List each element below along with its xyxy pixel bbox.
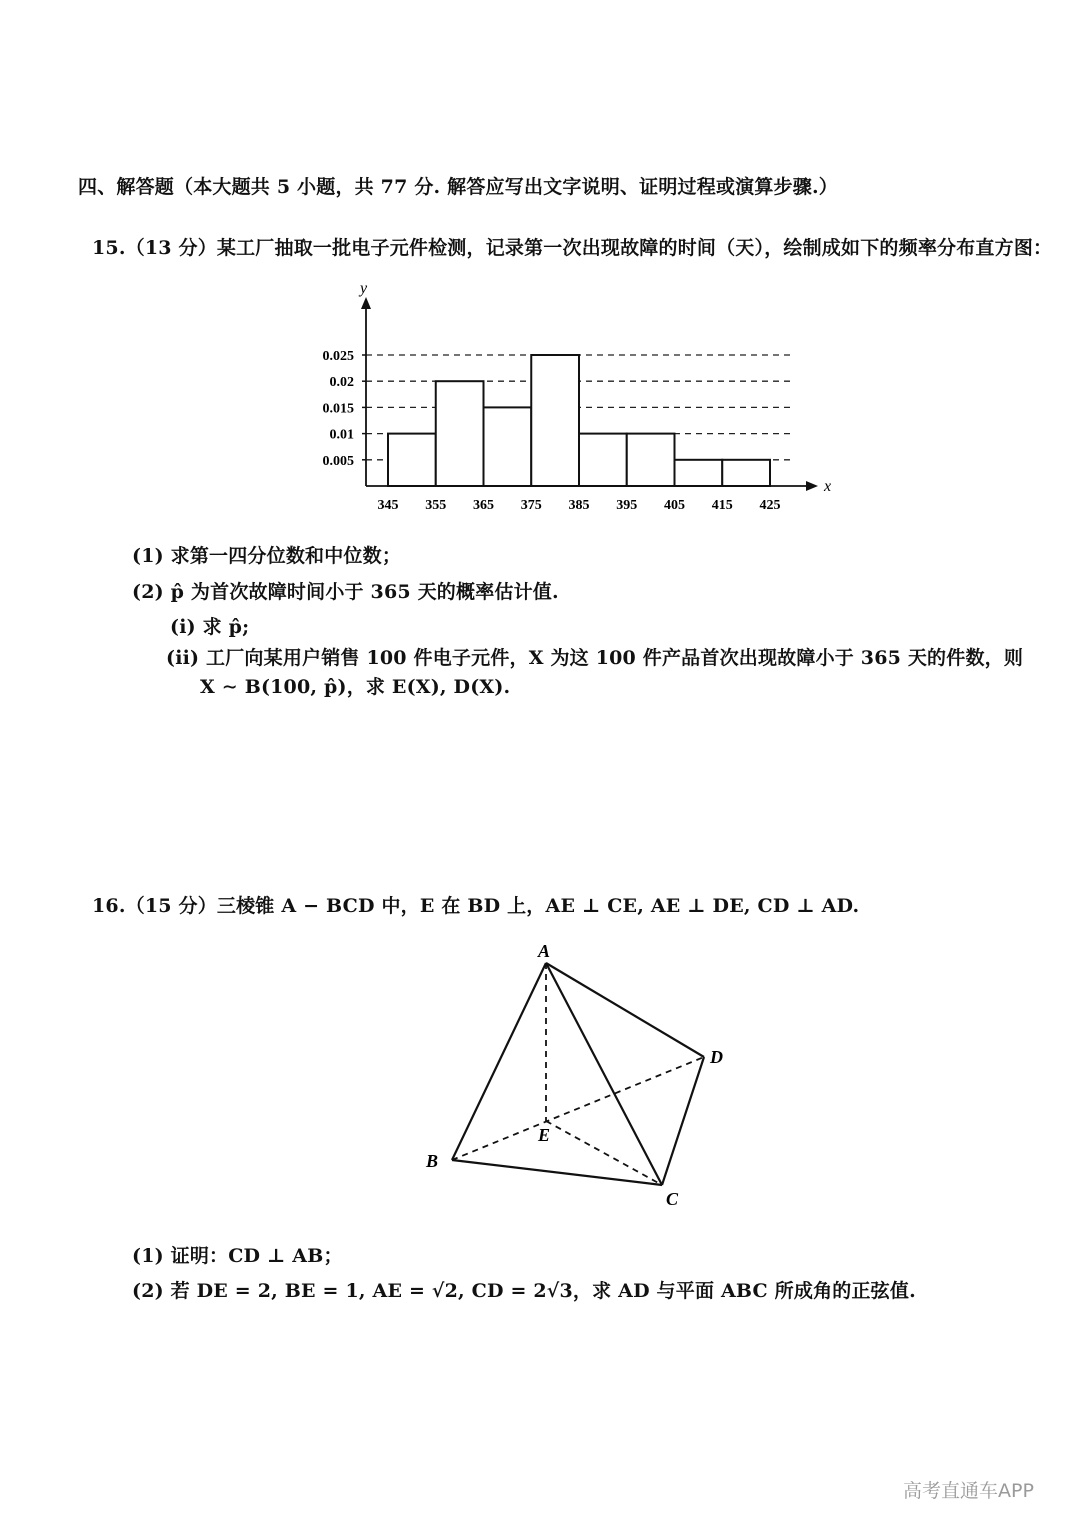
histogram-bar-5: [627, 434, 675, 486]
q16-part1: (1) 证明：CD ⊥ AB；: [132, 1245, 343, 1267]
edge-CD: [662, 1057, 704, 1185]
vertex-label-C: C: [666, 1189, 679, 1209]
histogram-bar-2: [484, 407, 532, 486]
y-axis-label: y: [360, 280, 368, 297]
x-tick-label-6: 405: [664, 498, 685, 513]
x-tick-label-5: 395: [616, 498, 638, 513]
y-tick-label-4: 0.025: [322, 349, 354, 364]
chart-bars: [388, 355, 770, 486]
vertex-label-D: D: [710, 1047, 723, 1067]
tetrahedron-figure: [410, 935, 770, 1225]
vertex-label-A: A: [538, 941, 551, 961]
x-axis-arrow: [806, 481, 818, 491]
histogram-bar-1: [436, 381, 484, 486]
histogram-bar-0: [388, 434, 436, 486]
edge-BC: [452, 1160, 662, 1185]
edge-BD-dashed: [452, 1057, 704, 1160]
histogram-bar-3: [531, 355, 579, 486]
x-tick-label-7: 415: [711, 498, 733, 513]
section-heading: 四、解答题（本大题共 5 小题，共 77 分. 解答应写出文字说明、证明过程或演算步骤.）: [78, 176, 838, 198]
x-tick-label-2: 365: [473, 498, 494, 513]
q16-stem: 16.（15 分）三棱锥 A − BCD 中，E 在 BD 上，AE ⊥ CE, AE ⊥ DE, CD ⊥ AD.: [92, 895, 860, 917]
y-tick-label-2: 0.015: [322, 401, 354, 417]
y-tick-label-3: 0.02: [329, 375, 354, 391]
edge-AB: [452, 963, 546, 1160]
watermark-text: 高考直通车APP: [903, 1480, 1034, 1502]
x-tick-label-4: 385: [568, 498, 590, 513]
x-tick-labels: [378, 498, 781, 513]
y-tick-label-1: 0.01: [329, 427, 354, 443]
x-tick-label-0: 345: [377, 498, 399, 513]
x-axis-label: x: [824, 478, 832, 495]
q15-part2-ii-line2: X ∼ B(100, p̂)，求 E(X), D(X).: [200, 676, 511, 698]
vertex-label-E: E: [538, 1125, 551, 1145]
histogram-bar-7: [722, 460, 770, 486]
q15-stem: 15.（13 分）某工厂抽取一批电子元件检测，记录第一次出现故障的时间（天），绘制成如下的频率分布直方图：: [92, 237, 1053, 259]
x-tick-label-8: 425: [759, 498, 781, 513]
q15-part2-i: (i) 求 p̂;: [170, 616, 250, 638]
x-tick-label-1: 355: [425, 498, 447, 513]
vertex-label-B: B: [426, 1151, 439, 1171]
q15-part2-ii-line1: (ii) 工厂向某用户销售 100 件电子元件，X 为这 100 件产品首次出现故障小于 365 天的件数，则: [166, 647, 1024, 669]
q15-part1: (1) 求第一四分位数和中位数；: [132, 545, 402, 567]
histogram-bar-6: [675, 460, 723, 486]
y-axis-arrow: [361, 297, 371, 309]
y-tick-labels: [323, 349, 355, 469]
y-tick-label-0: 0.005: [322, 453, 354, 469]
histogram-chart: [300, 275, 860, 535]
x-tick-label-3: 375: [520, 498, 542, 513]
q16-part2: (2) 若 DE = 2, BE = 1, AE = √2, CD = 2√3，求 AD 与平面 ABC 所成角的正弦值.: [132, 1280, 916, 1302]
q15-part2: (2) p̂ 为首次故障时间小于 365 天的概率估计值.: [132, 581, 559, 603]
histogram-bar-4: [579, 434, 627, 486]
